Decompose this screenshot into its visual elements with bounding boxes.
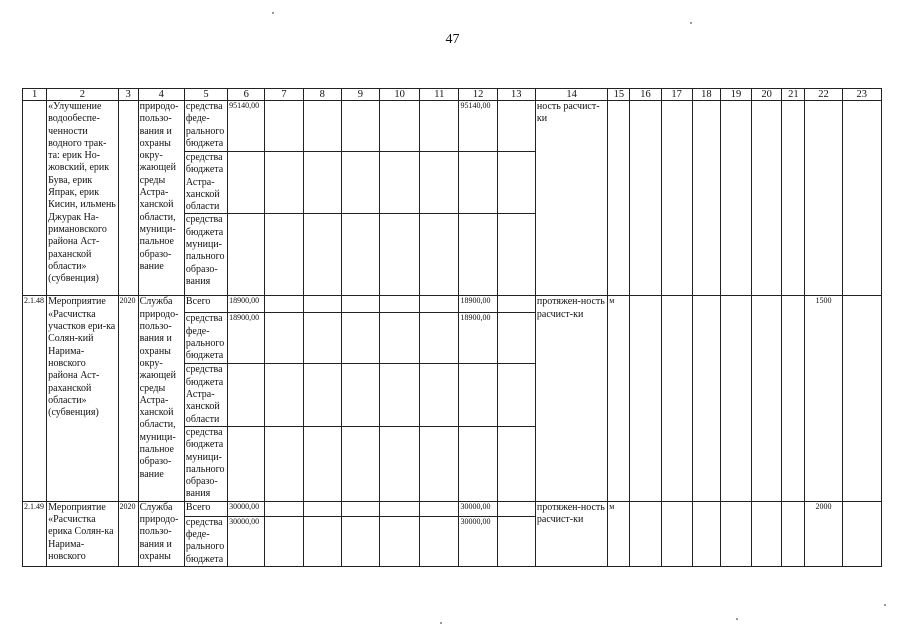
cell-amount: 95140,00 bbox=[228, 101, 265, 152]
cell-num bbox=[23, 101, 47, 296]
cell-target-value: 2000 bbox=[805, 501, 842, 566]
cell-num: 2.1.48 bbox=[23, 296, 47, 501]
cell-measure-name: Мероприятие «Расчистка участков ери-ка Солян-кий Нарима-новского района Аст-раханской области» (субвенция) bbox=[47, 296, 118, 501]
col-header: 15 bbox=[608, 89, 630, 101]
header-row bbox=[23, 89, 882, 101]
cell-funding-source: средства бюджета Астра-ханской области bbox=[184, 364, 227, 426]
col-header: 22 bbox=[805, 89, 842, 101]
col-header: 21 bbox=[782, 89, 805, 101]
cell-indicator: протяжен-ность расчист-ки bbox=[535, 296, 607, 501]
col-header: 3 bbox=[118, 89, 138, 101]
table-row bbox=[23, 101, 882, 152]
cell-amount: 18900,00 bbox=[228, 296, 265, 313]
scan-speck bbox=[272, 12, 274, 14]
scan-speck bbox=[440, 622, 442, 624]
cell-amount: 95140,00 bbox=[459, 101, 497, 152]
cell-funding-source: средства феде-рального бюджета bbox=[184, 101, 227, 152]
table-row bbox=[23, 501, 882, 516]
cell-measure-name: «Улучшение водообеспе-ченности водного трак-та: ерик Но-жовский, ерик Бува, ерик Япрак, ерик Кисин, ильмень Джурак На-римановского района Аст-раханской области» (субвенция) bbox=[47, 101, 118, 296]
col-header: 7 bbox=[265, 89, 303, 101]
cell-amount: 30000,00 bbox=[459, 501, 497, 516]
col-header: 5 bbox=[184, 89, 227, 101]
cell-amount: 30000,00 bbox=[228, 501, 265, 516]
cell-funding-source: средства бюджета Астра-ханской области bbox=[184, 152, 227, 214]
cell-amount: 18900,00 bbox=[459, 313, 497, 364]
cell-executor: Служба природо-пользо-вания и охраны bbox=[138, 501, 184, 566]
cell-funding-source: Всего bbox=[184, 501, 227, 516]
cell-funding-source: Всего bbox=[184, 296, 227, 313]
cell-year bbox=[118, 101, 138, 296]
cell-amount: 30000,00 bbox=[228, 516, 265, 566]
col-header: 2 bbox=[47, 89, 118, 101]
page-number: 47 bbox=[445, 32, 460, 47]
cell-year: 2020 bbox=[118, 296, 138, 501]
program-table bbox=[22, 88, 882, 567]
cell-funding-source: средства феде-рального бюджета bbox=[184, 313, 227, 364]
col-header: 9 bbox=[341, 89, 379, 101]
col-header: 17 bbox=[661, 89, 692, 101]
cell-funding-source: средства феде-рального бюджета bbox=[184, 516, 227, 566]
cell-target-value: 1500 bbox=[805, 296, 842, 501]
cell-measure-name: Мероприятие «Расчистка ерика Солян-ка Нарима-новского bbox=[47, 501, 118, 566]
cell-indicator: протяжен-ность расчист-ки bbox=[535, 501, 607, 566]
cell-funding-source: средства бюджета муници-пального образо-вания bbox=[184, 214, 227, 296]
col-header: 20 bbox=[752, 89, 782, 101]
cell-year: 2020 bbox=[118, 501, 138, 566]
col-header: 12 bbox=[459, 89, 497, 101]
scan-speck bbox=[736, 618, 738, 620]
cell-funding-source: средства бюджета муници-пального образо-вания bbox=[184, 426, 227, 501]
col-header: 23 bbox=[842, 89, 881, 101]
col-header: 10 bbox=[380, 89, 420, 101]
col-header: 19 bbox=[720, 89, 751, 101]
col-header: 6 bbox=[228, 89, 265, 101]
col-header: 1 bbox=[23, 89, 47, 101]
cell-executor: природо-пользо-вания и охраны окру-жающей среды Астра-ханской области, муници-пальное образо-вание bbox=[138, 101, 184, 296]
cell-executor: Служба природо-пользо-вания и охраны окру-жающей среды Астра-ханской области, муници-пальное образо-вание bbox=[138, 296, 184, 501]
col-header: 16 bbox=[630, 89, 661, 101]
cell-indicator: ность расчист-ки bbox=[535, 101, 607, 296]
col-header: 4 bbox=[138, 89, 184, 101]
col-header: 13 bbox=[497, 89, 535, 101]
scan-speck bbox=[690, 22, 692, 24]
cell-amount: 18900,00 bbox=[228, 313, 265, 364]
cell-amount: 18900,00 bbox=[459, 296, 497, 313]
scan-speck bbox=[884, 604, 886, 606]
cell-amount: 30000,00 bbox=[459, 516, 497, 566]
cell-num: 2.1.49 bbox=[23, 501, 47, 566]
col-header: 11 bbox=[420, 89, 459, 101]
col-header: 14 bbox=[535, 89, 607, 101]
table-row bbox=[23, 296, 882, 313]
col-header: 8 bbox=[303, 89, 341, 101]
cell-unit: м bbox=[608, 501, 630, 566]
cell-unit: м bbox=[608, 296, 630, 501]
col-header: 18 bbox=[692, 89, 720, 101]
